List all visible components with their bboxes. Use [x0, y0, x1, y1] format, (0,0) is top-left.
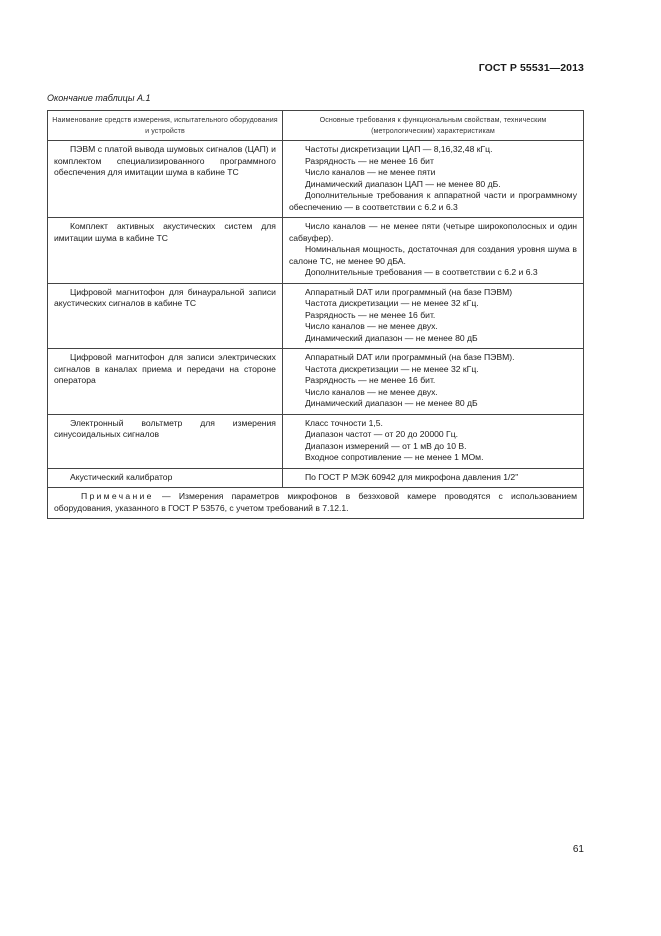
table-row — [48, 349, 584, 415]
note-text: — Измерения параметров микрофонов в безэховой камере проводятся с использованием оборудования, указанного в ГОСТ Р 53576, с учетом требований в 7.12.1. — [54, 491, 577, 513]
requirement-line: Частоты дискретизации ЦАП — 8,16,32,48 кГц. — [304, 144, 493, 154]
table-row — [48, 468, 584, 488]
table-header-row — [48, 111, 584, 141]
equipment-cell — [48, 141, 283, 218]
requirements-cell — [282, 349, 583, 415]
equipment-cell — [48, 349, 283, 415]
requirements-cell — [282, 414, 583, 468]
requirement-line: Дополнительные требования — в соответствии с 6.2 и 6.3 — [304, 267, 538, 277]
requirement-line: Динамический диапазон ЦАП — не менее 80 дБ. — [304, 178, 501, 189]
requirement-line: Частота дискретизации — не менее 32 кГц. — [304, 363, 479, 374]
note-label: Примечание — [81, 491, 154, 501]
table-note-row — [48, 488, 584, 519]
page-number: 61 — [572, 844, 584, 855]
table-row — [48, 283, 584, 349]
equipment-name: Цифровой магнитофон для бинауральной записи акустических сигналов в кабине ТС — [54, 286, 276, 308]
requirement-line: Разрядность — не менее 16 бит. — [304, 309, 436, 320]
equipment-name: Комплект активных акустических систем для имитации шума в кабине ТС — [54, 221, 276, 243]
column-header-equipment: Наименование средств измерения, испытательного оборудования и устройств — [48, 111, 283, 141]
requirement-line: Входное сопротивление — не менее 1 МОм. — [304, 452, 484, 462]
requirement-line: Аппаратный DAT или программный (на базе ПЭВМ). — [304, 352, 515, 362]
requirement-line: Разрядность — не менее 16 бит — [304, 155, 434, 166]
requirement-line: Номинальная мощность, достаточная для создания уровня шума в салоне ТС, не менее 90 дБА. — [288, 244, 577, 266]
requirement-line: Диапазон измерений — от 1 мВ до 10 В. — [304, 440, 467, 451]
requirement-line: По ГОСТ Р МЭК 60942 для микрофона давления 1/2" — [304, 471, 519, 482]
requirement-line: Динамический диапазон — не менее 80 дБ — [304, 398, 478, 408]
equipment-cell — [48, 218, 283, 284]
requirement-line: Число каналов — не менее пяти — [304, 167, 436, 177]
requirement-line: Аппаратный DAT или программный (на базе ПЭВМ) — [304, 286, 513, 297]
document-id: ГОСТ Р 55531—2013 — [478, 62, 584, 74]
table-caption: Окончание таблицы А.1 — [47, 93, 151, 103]
requirement-line: Диапазон частот — от 20 до 20000 Гц. — [304, 429, 459, 439]
requirements-table — [47, 110, 584, 519]
requirement-line: Класс точности 1,5. — [304, 417, 383, 428]
equipment-name: ПЭВМ с платой вывода шумовых сигналов (ЦАП) и комплектом специализированного программного обеспечения для имитации шума в кабине ТС — [54, 144, 276, 177]
equipment-name: Электронный вольтметр для измерения синусоидальных сигналов — [54, 417, 276, 439]
requirements-cell — [282, 468, 583, 488]
table-row — [48, 141, 584, 218]
requirement-line: Число каналов — не менее пяти (четыре широкополосных и один сабвуфер). — [288, 221, 577, 243]
equipment-cell — [48, 283, 283, 349]
requirements-cell — [282, 141, 583, 218]
requirement-line: Дополнительные требования к аппаратной части и программному обеспечению — в соответствии с 6.2 и 6.3 — [288, 190, 577, 212]
equipment-name: Цифровой магнитофон для записи электрических сигналов в каналах приема и передачи на стороне оператора — [54, 352, 276, 385]
requirement-line: Разрядность — не менее 16 бит. — [304, 375, 436, 385]
requirement-line: Число каналов — не менее двух. — [304, 321, 438, 331]
table-note — [48, 488, 584, 519]
requirements-cell — [282, 283, 583, 349]
requirements-cell — [282, 218, 583, 284]
table-row — [48, 414, 584, 468]
equipment-name: Акустический калибратор — [70, 471, 173, 482]
requirement-line: Динамический диапазон — не менее 80 дБ — [304, 332, 478, 343]
equipment-cell — [48, 468, 283, 488]
requirement-line: Частота дискретизации — не менее 32 кГц. — [304, 298, 479, 308]
column-header-requirements: Основные требования к функциональным свойствам, техническим (метрологическим) характеристикам — [282, 111, 583, 141]
equipment-cell — [48, 414, 283, 468]
requirement-line: Число каналов — не менее двух. — [304, 386, 438, 397]
table-row — [48, 218, 584, 284]
